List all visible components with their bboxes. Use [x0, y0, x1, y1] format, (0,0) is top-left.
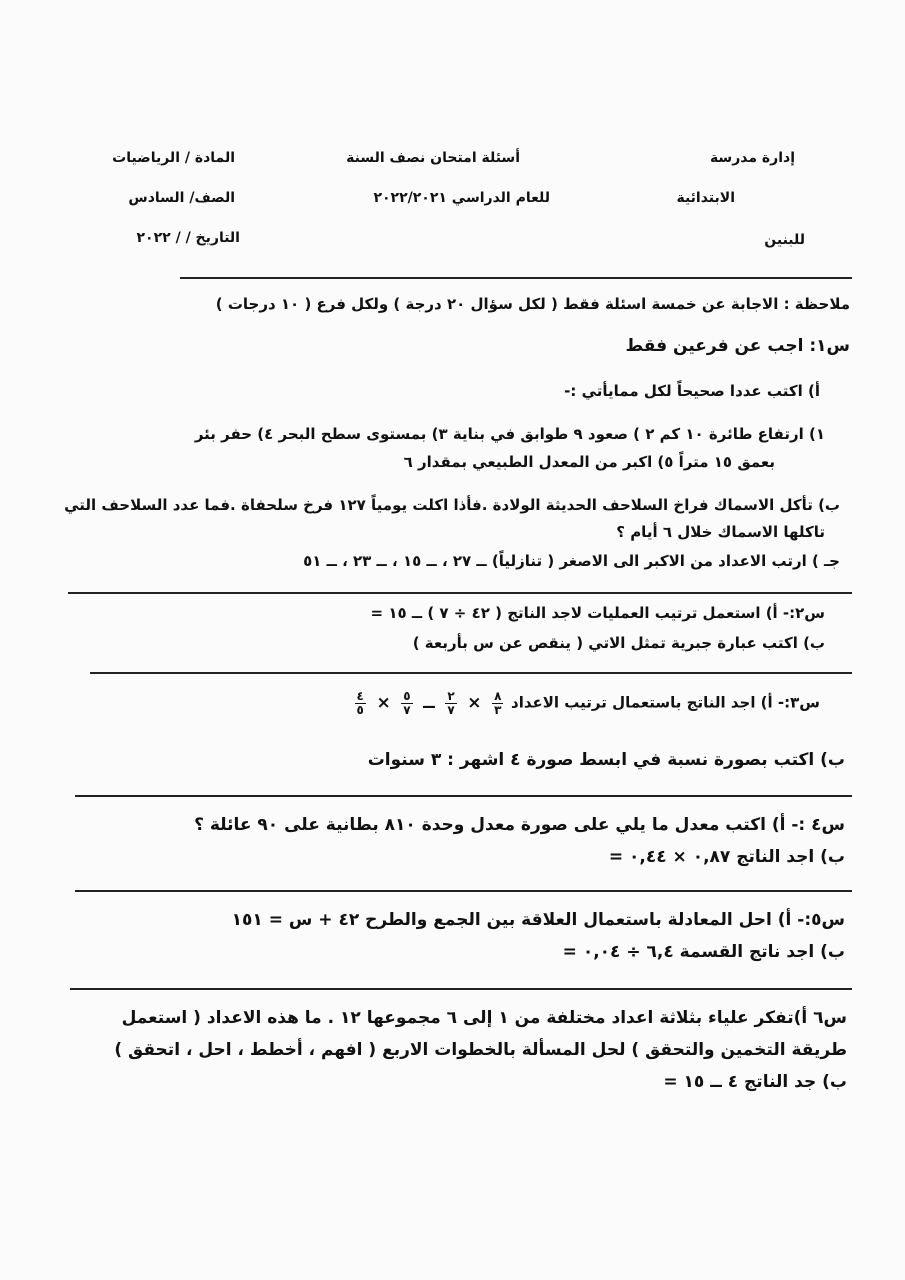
q5-b-line: ب) اجد ناتج القسمة ٦,٤ ÷ ٠,٠٤ =: [562, 942, 845, 962]
academic-year: للعام الدراسي ٢٠٢٢/٢٠٢١: [373, 190, 550, 206]
q1-b-line1: ب) تأكل الاسماك فراخ السلاحف الحديثة الولادة .فأذا اكلت يومياً ١٢٧ فرخ سلحفاة .فما عدد السلاحف التي: [64, 496, 840, 514]
q1-a-title: أ) اكتب عددا صحيحاً لكل ممايأتي :-: [564, 382, 820, 400]
date-label: التاريخ / / ٢٠٢٢: [136, 230, 240, 246]
school-admin-label: إدارة مدرسة: [709, 150, 795, 166]
divider-q4: [75, 890, 852, 892]
header-divider: [180, 277, 852, 279]
school-type-label: الابتدائية: [676, 190, 735, 206]
q5-a-line: س٥:- أ) احل المعادلة باستعمال العلاقة بين الجمع والطرح ٤٢ + س = ١٥١: [231, 910, 845, 930]
q3-a-row: [353, 690, 820, 716]
q1-a-line2: بعمق ١٥ متراً ٥) اكبر من المعدل الطبيعي بمقدار ٦: [403, 453, 775, 471]
fraction-2: $\frac{٢}{٧}$: [447, 689, 455, 717]
q2-a-line: س٢:- أ) استعمل ترتيب العمليات لاجد الناتج ( ٤٢ ÷ ٧ ) ــ ١٥ =: [370, 604, 825, 622]
divider-q1: [68, 592, 852, 594]
fraction-4: $\frac{٤}{٥}$: [356, 689, 364, 717]
q2-b-line: ب) اكتب عبارة جبرية تمثل الاتي ( ينقص عن س بأربعة ): [412, 634, 825, 652]
divider-q3: [75, 795, 852, 797]
q1-a-line1: ١) ارتفاع طائرة ١٠ كم ٢ ) صعود ٩ طوابق في بناية ٣) بمستوى سطح البحر ٤) حفر بئر: [194, 425, 825, 443]
fraction-3: $\frac{٥}{٧}$: [403, 689, 411, 717]
exam-note: ملاحظة : الاجابة عن خمسة اسئلة فقط ( لكل سؤال ٢٠ درجة ) ولكل فرع ( ١٠ درجات ): [215, 295, 850, 313]
fraction-1: $\frac{٨}{٣}$: [494, 689, 502, 717]
grade-label: الصف/ السادس: [128, 190, 235, 206]
q3-a-text: س٣:- أ) اجد الناتج باستعمال ترتيب الاعداد: [511, 693, 820, 712]
q4-a-line: س٤ :- أ) اكتب معدل ما يلي على صورة معدل وحدة ٨١٠ بطانية على ٩٠ عائلة ؟: [194, 815, 845, 835]
exam-title: أسئلة امتحان نصف السنة: [346, 150, 520, 166]
q4-b-line: ب) اجد الناتج ٠,٨٧ × ٠,٤٤ =: [608, 847, 845, 867]
q6-line3: ب) جد الناتج ٤ ــ ١٥ =: [663, 1072, 847, 1092]
q6-line2: طريقة التخمين والتحقق ) لحل المسألة بالخطوات الاربع ( افهم ، أخطط ، احل ، اتحقق ): [114, 1040, 847, 1060]
operator-1: ×: [467, 693, 482, 714]
subject-label: المادة / الرياضيات: [112, 150, 235, 166]
operator-2: ــ: [423, 693, 435, 714]
q1-c-line: جـ ) ارتب الاعداد من الاكبر الى الاصغر ( تنازلياً) ــ ٢٧ ، ــ ١٥ ، ــ ٢٣ ، ــ ٥١: [303, 552, 840, 570]
divider-q5: [70, 988, 852, 990]
q3-b-line: ب) اكتب بصورة نسبة في ابسط صورة ٤ اشهر : ٣ سنوات: [367, 750, 845, 770]
q1-b-line2: تاكلها الاسماك خلال ٦ أيام ؟: [616, 523, 825, 541]
q6-line1: س٦ أ)تفكر علياء بثلاثة اعداد مختلفة من ١ إلى ٦ مجموعها ١٢ . ما هذه الاعداد ( استعمل: [121, 1008, 847, 1028]
q1-title: س١: اجب عن فرعين فقط: [625, 336, 850, 356]
divider-q2: [90, 672, 852, 674]
school-gender-label: للبنين: [764, 232, 805, 248]
operator-3: ×: [376, 693, 391, 714]
